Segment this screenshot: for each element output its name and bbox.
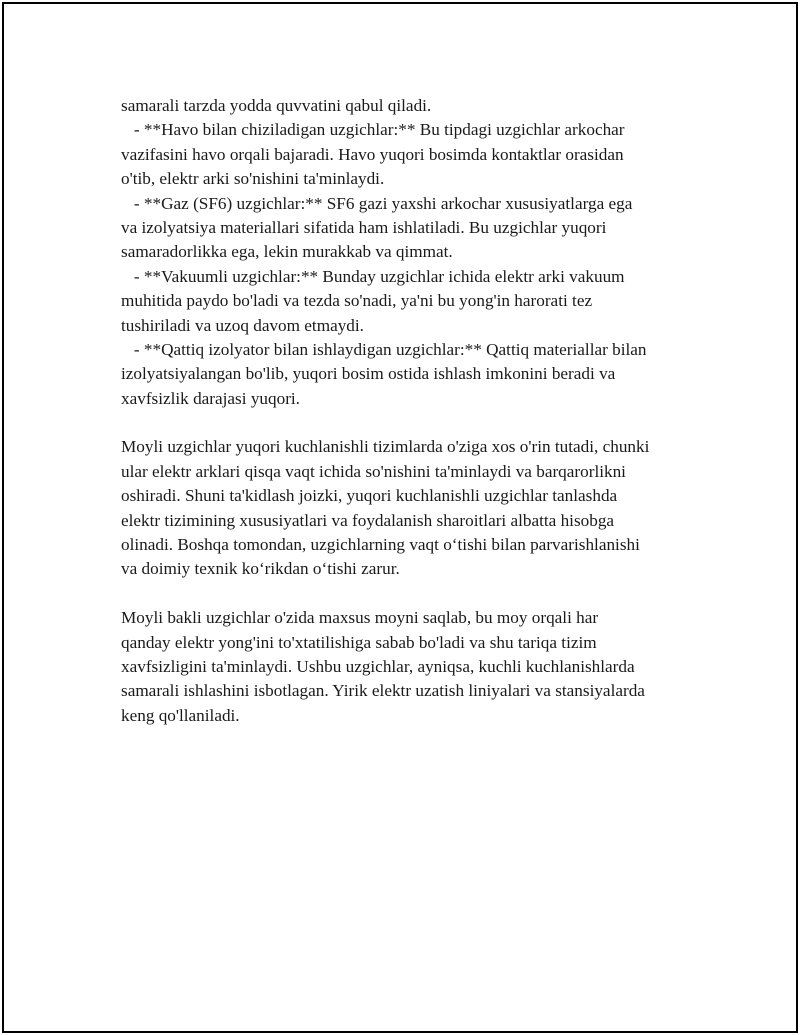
text-line: oshiradi. Shuni ta'kidlash joizki, yuqori kuchlanishli uzgichlar tanlashda [121,486,618,506]
text-line: samarali tarzda yodda quvvatini qabul qiladi. [121,96,432,115]
paragraph-oil-tank-uzgich [121,606,701,728]
text-line: va doimiy texnik ko‘rikdan o‘tishi zarur. [121,559,400,579]
text-line: o'tib, elektr arki so'nishini ta'minlaydi. [121,169,385,189]
paragraph-spacer [121,582,701,606]
text-line: - **Qattiq izolyator bilan ishlaydigan uzgichlar:** Qattiq materiallar bilan [121,339,647,359]
text-line: xavfsizligini ta'minlaydi. Ushbu uzgichlar, ayniqsa, kuchli kuchlanishlarda [121,656,635,676]
document-body [121,94,701,728]
text-line: va izolyatsiya materiallari sifatida ham ishlatiladi. Bu uzgichlar yuqori [121,217,607,237]
text-line: samaradorlikka ega, lekin murakkab va qimmat. [121,242,453,262]
paragraph-oil-uzgich-role [121,435,701,581]
text-line: elektr tizimining xususiyatlari va foydalanish sharoitlari albatta hisobga [121,510,615,530]
text-line: - **Havo bilan chiziladigan uzgichlar:** Bu tipdagi uzgichlar arkochar [121,120,625,140]
text-line: xavfsizlik darajasi yuqori. [121,388,300,408]
page-border [2,2,798,1033]
text-line: samarali ishlashini isbotlagan. Yirik elektr uzatish liniyalari va stansiyalarda [121,681,645,701]
text-line: Moyli uzgichlar yuqori kuchlanishli tizimlarda o'ziga xos o'rin tutadi, chunki [121,437,650,457]
text-line: ular elektr arklari qisqa vaqt ichida so'nishini ta'minlaydi va barqarorlikni [121,461,626,481]
text-line: keng qo'llaniladi. [121,705,240,725]
text-line: muhitida paydo bo'ladi va tezda so'nadi, ya'ni bu yong'in harorati tez [121,291,593,311]
text-line: - **Vakuumli uzgichlar:** Bunday uzgichlar ichida elektr arki vakuum [121,266,625,286]
text-line: olinadi. Boshqa tomondan, uzgichlarning vaqt o‘tishi bilan parvarishlanishi [121,535,640,555]
text-line: qanday elektr yong'ini to'xtatilishiga sabab bo'ladi va shu tariqa tizim [121,632,597,652]
text-line: - **Gaz (SF6) uzgichlar:** SF6 gazi yaxshi arkochar xususiyatlarga ega [121,193,633,213]
text-line: izolyatsiyalangan bo'lib, yuqori bosim ostida ishlash imkonini beradi va [121,364,616,384]
text-line: Moyli bakli uzgichlar o'zida maxsus moyni saqlab, bu moy orqali har [121,608,599,628]
text-line: tushiriladi va uzoq davom etmaydi. [121,315,364,335]
paragraph-spacer [121,411,701,435]
text-line: vazifasini havo orqali bajaradi. Havo yuqori bosimda kontaktlar orasidan [121,144,624,164]
paragraph-uzgich-types [121,94,701,411]
